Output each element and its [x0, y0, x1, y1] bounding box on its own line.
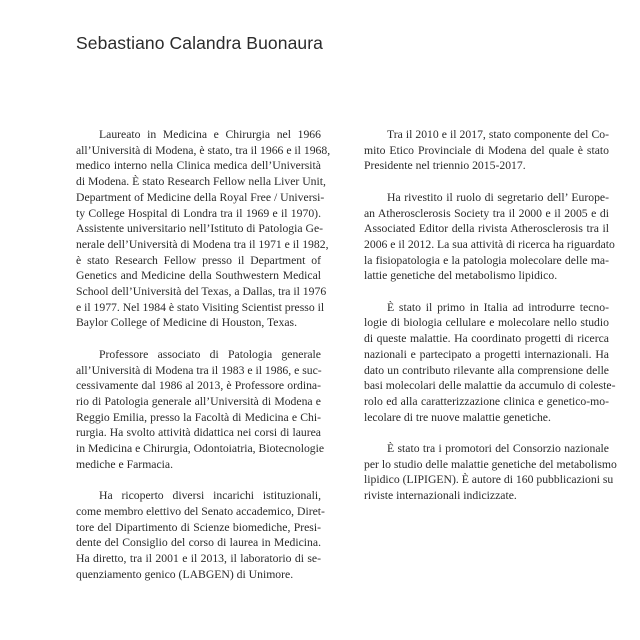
text-line: lipidico (LIPIGEN). È autore di 160 pubblicazioni su [364, 473, 614, 487]
left-paragraph-3 [76, 488, 325, 582]
text-line: 2006 e il 2012. La sua attività di ricerca ha riguardato [364, 237, 615, 251]
text-line: Baylor College of Medicine di Houston, Texas. [76, 316, 297, 330]
text-line: dato un contributo rilevante alla comprensione delle [364, 363, 609, 377]
text-line: come membro elettivo del Senato accademico, Diret- [76, 504, 325, 518]
text-line: per lo studio delle malattie genetiche del metabolismo [364, 457, 617, 471]
text-line: lattie genetiche del metabolismo lipidico. [364, 269, 558, 283]
right-paragraph-3 [364, 300, 616, 426]
text-line: Ha rivestito il ruolo di segretario dell’ Europe- [387, 190, 609, 204]
left-column [76, 127, 331, 598]
text-line: di queste malattie. Ha coordinato progetti di ricerca [364, 332, 609, 346]
text-line: ty College Hospital di Londra tra il 1969 e il 1970). [76, 206, 321, 220]
text-line: cessivamente dal 1986 al 2013, è Professore ordina- [76, 379, 321, 393]
text-line: e il 1977. Nel 1984 è stato Visiting Scientist presso il [76, 300, 325, 314]
text-line: School dell’Università del Texas, a Dallas, tra il 1976 [76, 285, 327, 299]
text-line: Genetics and Medicine della Southwestern Medical [76, 269, 321, 283]
text-line: rio di Patologia generale all’Università di Modena e [76, 394, 321, 408]
text-line: È stato tra i promotori del Consorzio nazionale [387, 442, 609, 456]
text-line: Associated Editor della rivista Atherosclerosis tra il [364, 222, 609, 236]
text-line: riviste internazionali indicizzate. [364, 489, 517, 503]
text-line: all’Università di Modena tra il 1983 e il 1986, e suc- [76, 363, 322, 377]
text-line: Tra il 2010 e il 2017, stato componente del Co- [387, 128, 609, 141]
text-line: lecolare di tre nuove malattie genetiche. [364, 410, 551, 424]
text-line: mito Etico Provinciale di Modena del quale è stato [364, 143, 609, 157]
text-line: all’Università di Modena, è stato, tra il 1966 e il 1968, [76, 143, 331, 157]
right-paragraph-2 [364, 190, 615, 284]
text-line: medico interno nella Clinica medica dell’Università [76, 159, 321, 173]
page-title: Sebastiano Calandra Buonaura [76, 33, 324, 53]
right-paragraph-1 [364, 127, 609, 174]
text-line: la fisiopatologia e la patologia molecolare delle ma- [364, 253, 609, 267]
text-line: Reggio Emilia, presso la Facoltà di Medicina e Chi- [76, 410, 321, 424]
text-line: Laureato in Medicina e Chirurgia nel 1966 [99, 128, 321, 141]
right-column [364, 127, 617, 520]
text-line: nerale dell’Università di Modena tra il 1971 e il 1982, [76, 237, 329, 251]
right-paragraph-4 [364, 441, 617, 504]
text-line: Department of Medicine della Royal Free / Universi- [76, 190, 325, 204]
text-line: di Modena. È stato Research Fellow nella Liver Unit, [76, 175, 326, 189]
text-line: dente del Consiglio del corso di laurea in Medicina. [76, 536, 321, 550]
text-line: logie di biologia cellulare e molecolare nello studio [364, 316, 609, 330]
text-line: mediche e Farmacia. [76, 457, 174, 471]
left-paragraph-1 [76, 127, 331, 331]
text-line: rurgia. Ha svolto attività didattica nei corsi di laurea [76, 426, 321, 440]
text-line: Ha diretto, tra il 2001 e il 2013, il laboratorio di se- [76, 551, 321, 565]
text-line: Assistente universitario nell’Istituto di Patologia Ge- [76, 222, 324, 236]
text-line: Ha ricoperto diversi incarichi istituzionali, [99, 489, 321, 503]
text-line: Professore associato di Patologia generale [99, 347, 321, 361]
text-line: tore del Dipartimento di Scienze biomediche, Presi- [76, 520, 321, 534]
text-line: è stato Research Fellow presso il Department of [76, 253, 321, 267]
text-line: nazionali e partecipato a progetti internazionali. Ha [364, 347, 609, 361]
text-line: in Medicina e Chirurgia, Odontoiatria, Biotecnologie [76, 442, 325, 456]
text-line: quenziamento genico (LABGEN) di Unimore. [76, 567, 294, 581]
text-line: È stato il primo in Italia ad introdurre tecno- [387, 300, 609, 314]
text-line: an Atherosclerosis Society tra il 2000 e il 2005 e di [364, 206, 609, 220]
text-line: rolo ed alla caratterizzazione clinica e genetico-mo- [364, 394, 609, 408]
text-line: basi molecolari delle malattie da accumulo di coleste- [364, 379, 616, 393]
left-paragraph-2 [76, 347, 325, 473]
text-line: Presidente nel triennio 2015-2017. [364, 159, 526, 173]
